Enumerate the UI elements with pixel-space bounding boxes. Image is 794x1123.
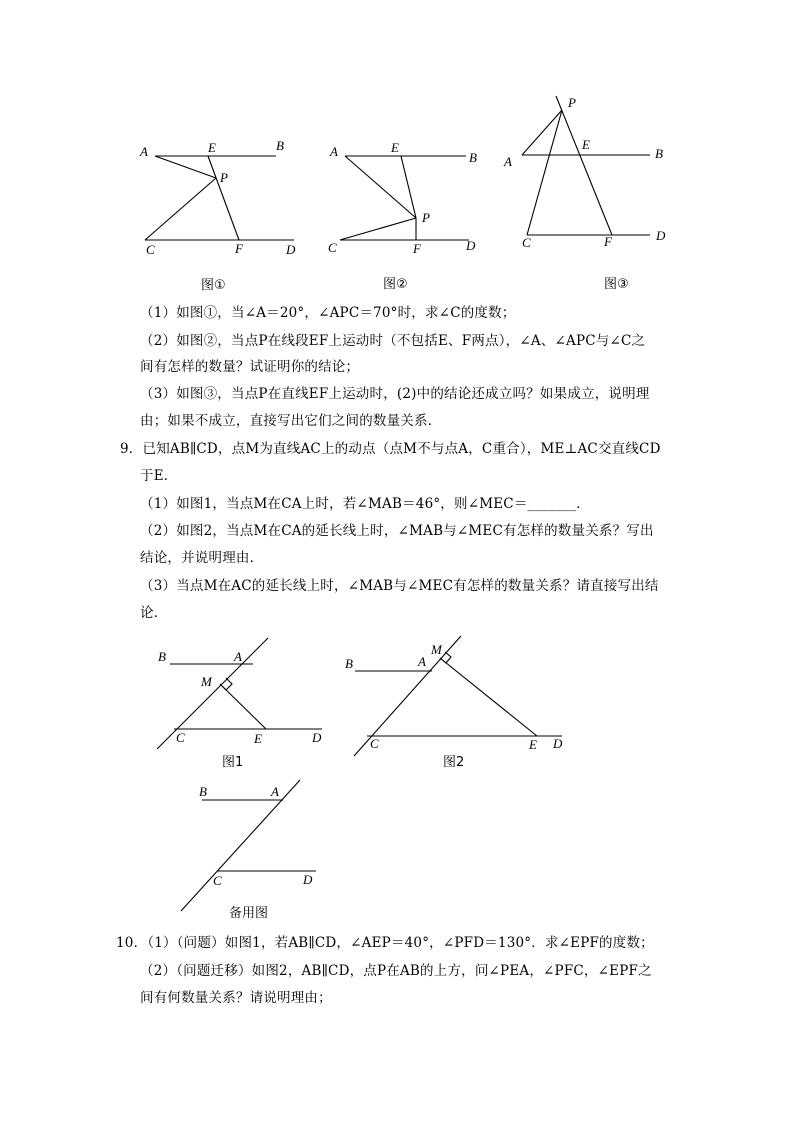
q9-part-3: （3）当点M在AC的延长线上时，∠MAB与∠MEC有怎样的数量关系？请直接写出结 (140, 578, 659, 594)
label-B: B (199, 784, 207, 799)
label-F: F (235, 241, 243, 256)
label-E: E (208, 140, 216, 155)
label-B: B (345, 656, 353, 671)
label-D: D (656, 228, 666, 243)
label-B: B (158, 649, 166, 664)
label-D: D (312, 730, 322, 745)
caption-q9-fig-2: 图2 (443, 755, 465, 770)
label-A: A (418, 654, 426, 669)
label-C: C (522, 235, 531, 250)
caption-fig-1: 图① (201, 278, 226, 293)
q8-part-2: （2）如图②，当点P在线段EF上运动时（不包括E、F两点），∠A、∠APC与∠C之 (140, 333, 646, 349)
q9-figure-spare (181, 780, 316, 921)
label-C: C (213, 873, 222, 888)
q9-part-2: （2）如图2，当点M在CA的延长线上时，∠MAB与∠MEC有怎样的数量关系？写出 (140, 523, 654, 539)
label-C: C (328, 240, 337, 255)
label-C: C (176, 730, 185, 745)
label-D: D (303, 872, 313, 887)
label-A: A (234, 649, 242, 664)
q8-part-3-cont: 由；如果不成立，直接写出它们之间的数量关系． (140, 413, 442, 429)
q10-part-2-cont: 间有何数量关系？请说明理由； (140, 990, 332, 1006)
q8-part-3: （3）如图③，当点P在直线EF上运动时，(2)中的结论还成立吗？如果成立，说明理 (140, 386, 650, 402)
label-D: D (466, 238, 476, 253)
label-F: F (413, 241, 421, 256)
q9-part-3-cont: 论． (140, 605, 168, 621)
label-A: A (330, 144, 338, 159)
label-E: E (254, 731, 262, 746)
label-C: C (370, 736, 379, 751)
caption-q9-spare: 备用图 (229, 906, 269, 921)
q9-part-2-cont: 结论，并说明理由． (140, 550, 264, 566)
label-E: E (582, 137, 590, 152)
label-M: M (201, 674, 212, 689)
label-A: A (140, 144, 148, 159)
label-B: B (276, 138, 284, 153)
q8-part-2-cont: 间有怎样的数量？试证明你的结论； (140, 359, 360, 375)
label-E: E (529, 737, 537, 752)
q10-part-1: 10．（1）（问题）如图1，若AB∥CD，∠AEP＝40°，∠PFD＝130°．求∠EPF的度数； (116, 935, 654, 951)
label-C: C (146, 242, 155, 257)
label-M: M (431, 642, 442, 657)
label-A: A (504, 154, 512, 169)
label-E: E (391, 140, 399, 155)
caption-fig-3: 图③ (604, 277, 629, 292)
q9-part-1: （1）如图1，当点M在CA上时，若∠MAB＝46°，则∠MEC＝_______． (140, 496, 590, 512)
label-P: P (568, 95, 576, 110)
q10-part-2: （2）（问题迁移）如图2，AB∥CD，点P在AB的上方，问∠PEA，∠PFC，∠EPF之 (140, 963, 652, 979)
q9-figure-1 (157, 638, 322, 770)
caption-fig-2: 图② (383, 277, 408, 292)
label-D: D (553, 736, 563, 751)
q9-stem: 9．已知AB∥CD，点M为直线AC上的动点（点M不与点A，C重合），ME⊥AC交直线CD (120, 441, 661, 457)
q8-part-1: （1）如图①，当∠A＝20°，∠APC＝70°时，求∠C的度数； (140, 305, 516, 321)
label-A: A (271, 784, 279, 799)
label-B: B (469, 150, 477, 165)
label-P: P (220, 170, 228, 185)
label-P: P (422, 210, 430, 225)
q9-figure-2 (345, 636, 563, 770)
label-F: F (604, 234, 612, 249)
label-D: D (286, 242, 296, 257)
q9-stem-cont: 于E． (140, 468, 178, 484)
label-B: B (655, 146, 663, 161)
caption-q9-fig-1: 图1 (222, 755, 244, 770)
